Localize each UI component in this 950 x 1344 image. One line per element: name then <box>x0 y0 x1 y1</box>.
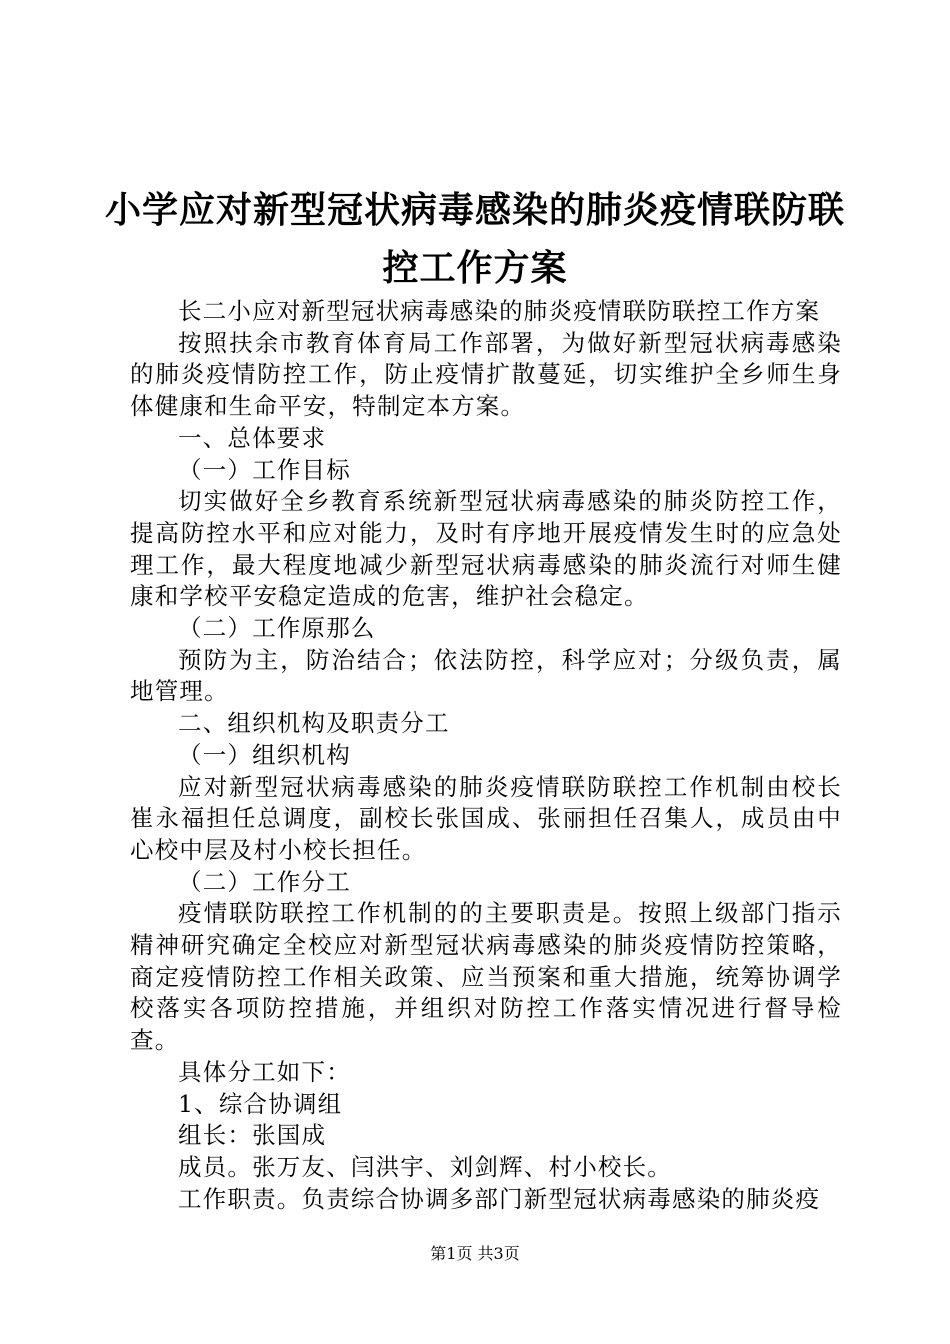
page-number-footer: 第1页 共3页 <box>430 1244 520 1263</box>
document-title-line-2: 控工作方案 <box>382 247 568 289</box>
paragraph-intro: 按照扶余市教育体育局工作部署，为做好新型冠状病毒感染的肺炎疫情防控工作，防止疫情扩散蔓延，切实维护全乡师生身体健康和生命平安，特制定本方案。 <box>130 328 842 421</box>
document-body <box>130 296 842 1215</box>
paragraph-group-members: 成员。张万友、闫洪宇、刘剑辉、村小校长。 <box>178 1152 672 1181</box>
paragraph-work-principle: 预防为主，防治结合；依法防控，科学应对；分级负责，属地管理。 <box>130 645 842 706</box>
heading-organization: 二、组织机构及职责分工 <box>178 709 450 738</box>
heading-coordination-group: 1、综合协调组 <box>178 1089 343 1118</box>
paragraph-subtitle: 长二小应对新型冠状病毒感染的肺炎疫情联防联控工作方案 <box>178 297 821 325</box>
paragraph-organization: 应对新型冠状病毒感染的肺炎疫情联防联控工作机制由校长崔永福担任总调度，副校长张国成、张丽担任召集人，成员由中心校中层及村小校长担任。 <box>130 772 842 864</box>
paragraph-group-duties: 工作职责。负责综合协调多部门新型冠状病毒感染的肺炎疫 <box>178 1184 821 1213</box>
paragraph-specific-division: 具体分工如下： <box>178 1057 351 1086</box>
paragraph-work-goal: 切实做好全乡教育系统新型冠状病毒感染的肺炎防控工作，提高防控水平和应对能力，及时有序地开展疫情发生时的应急处理工作，最大程度地减少新型冠状病毒感染的肺炎流行对师生健康和学校平安稳定造成的危害，维护社会稳定。 <box>130 487 842 611</box>
heading-general-requirements: 一、总体要求 <box>178 423 327 452</box>
subheading-work-goal: （一）工作目标 <box>178 455 351 484</box>
paragraph-group-leader: 组长：张国成 <box>178 1121 327 1150</box>
document-title-line-1: 小学应对新型冠状病毒感染的肺炎疫情联防联 <box>104 189 845 231</box>
subheading-division: （二）工作分工 <box>178 867 351 896</box>
paragraph-division: 疫情联防联控工作机制的的主要职责是。按照上级部门指示精神研究确定全校应对新型冠状病毒感染的肺炎疫情防控策略，商定疫情防控工作相关政策、应当预案和重大措施，统筹协调学校落实各项防控措施，并组织对防控工作落实情况进行督导检查。 <box>130 899 842 1055</box>
subheading-work-principle: （二）工作原那么 <box>178 614 376 643</box>
subheading-organization: （一）组织机构 <box>178 740 351 769</box>
